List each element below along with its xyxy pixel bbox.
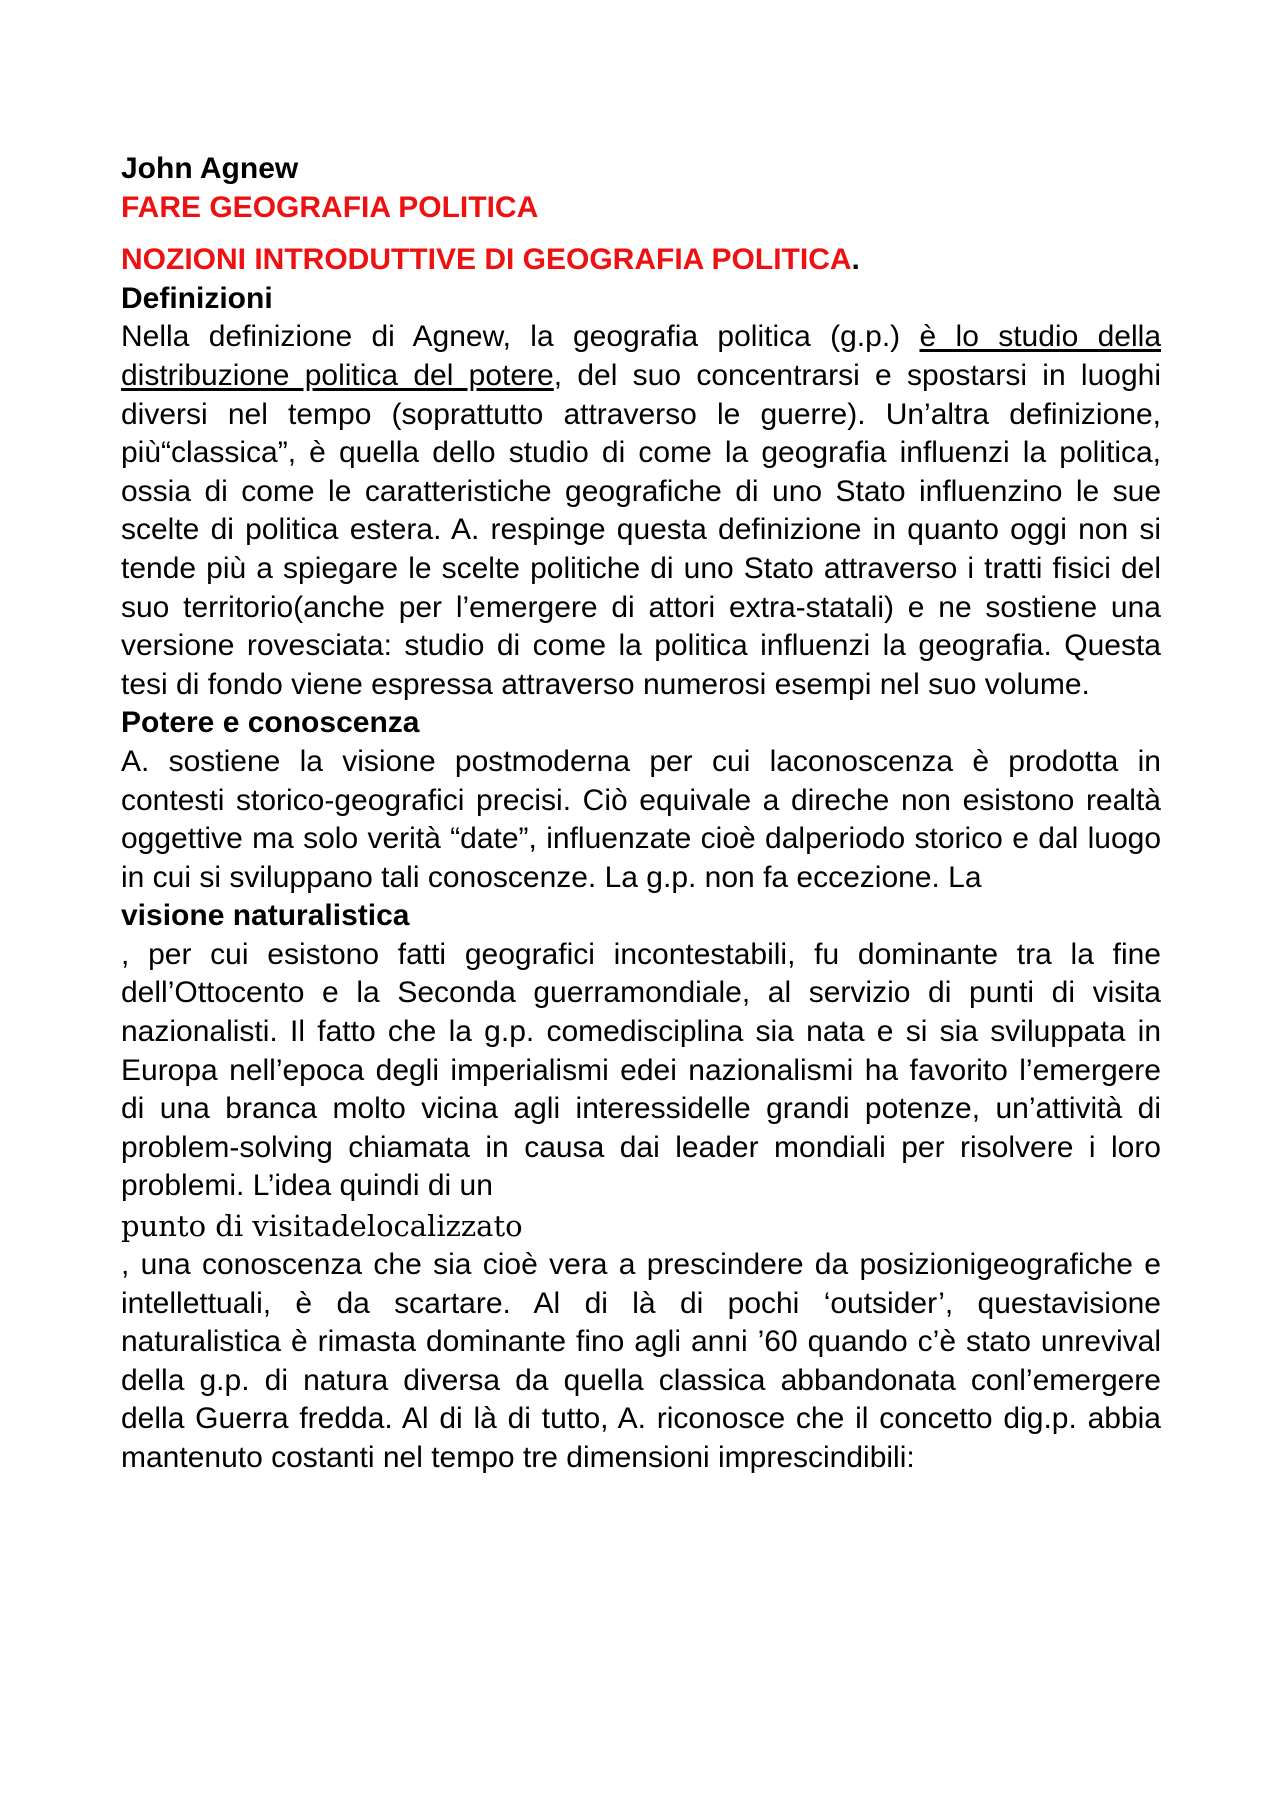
heading-definizioni: Definizioni: [121, 281, 273, 315]
paragraph-final: , una conoscenza che sia cioè vera a prescindere da posizionigeografiche e intellettuali, è da scartare. Al di là di pochi ‘outsider’, questavisione naturalistica è rimasta dominante fino agli anni ’60 quando c’è stato unrevival della g.p. di natura diversa da quella classica abbandonata conl’emergere della Guerra fredda. Al di là di tutto, A. riconosce che il concetto dig.p. abbia mantenuto costanti nel tempo tre dimensioni imprescindibili:: [121, 1248, 1161, 1474]
section-title: [121, 241, 1161, 280]
paragraph-potere: A. sostiene la visione postmoderna per cui laconoscenza è prodotta in contesti storico-geografici precisi. Ciò equivale a direche non esistono realtà oggettive ma solo verità “date”, influenzate cioè dalperiodo storico e dal luogo in cui si sviluppano tali conoscenze. La g.p. non fa eccezione. La: [121, 744, 1161, 894]
section-title-text: NOZIONI INTRODUTTIVE DI GEOGRAFIA POLITICA: [121, 243, 852, 277]
heading-potere-conoscenza: Potere e conoscenza: [121, 706, 420, 740]
section-title-period: .: [851, 243, 860, 277]
paragraph-visione: , per cui esistono fatti geografici incontestabili, fu dominante tra la fine dell’Ottocento e la Seconda guerramondiale, al servizio di punti di visita nazionalisti. Il fatto che la g.p. comedisciplina sia nata e si sia sviluppata in Europa nell’epoca degli imperialismi edei nazionalismi ha favorito l’emergere di una branca molto vicina agli interessidelle grandi potenze, un’attività di problem-solving chiamata in causa dai leader mondiali per risolvere i loro problemi. L’idea quindi di un: [121, 937, 1161, 1203]
book-title: FARE GEOGRAFIA POLITICA: [121, 190, 539, 224]
heading-visione-naturalistica: visione naturalistica: [121, 899, 410, 933]
author-name: John Agnew: [121, 152, 299, 185]
def-paragraph-underlined: è lo studio della distribuzione politica del potere: [121, 320, 1161, 392]
serif-phrase: punto di visitadelocalizzato: [121, 1209, 523, 1244]
def-paragraph-start: Nella definizione di Agnew, la geografia politica (g.p.): [121, 320, 920, 354]
paragraph-definizioni: [121, 318, 1161, 704]
def-paragraph-rest: , del suo concentrarsi e spostarsi in luoghi diversi nel tempo (soprattutto attraverso le guerre). Un’altra definizione, più“classica”, è quella dello studio di come la geografia influenzi la politica, ossia di come le caratteristiche geografiche di uno Stato influenzino le sue scelte di politica estera. A. respinge questa definizione in quanto oggi non si tende più a spiegare le scelte politiche di uno Stato attraverso i tratti fisici del suo territorio(anche per l’emergere di attori extra-statali) e ne sostiene una versione rovesciata: studio di come la politica influenzi la geografia. Questa tesi di fondo viene espressa attraverso numerosi esempi nel suo volume.: [121, 358, 1161, 701]
document-page: [121, 150, 1161, 1478]
